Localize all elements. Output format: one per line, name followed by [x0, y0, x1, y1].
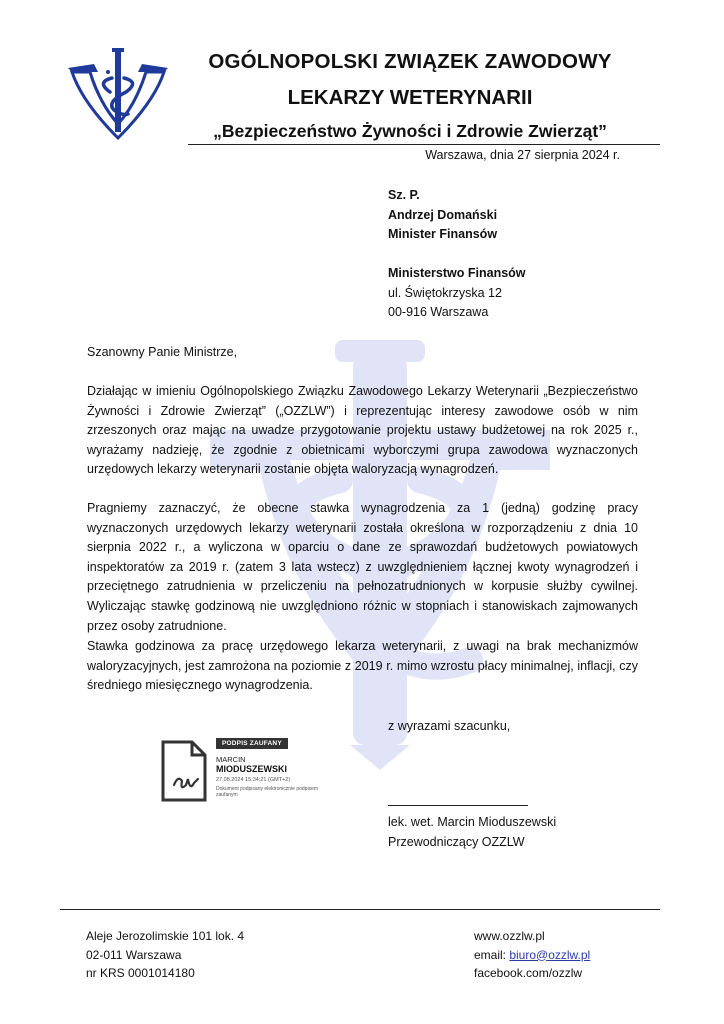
signer-role: Przewodniczący OZZLW — [388, 834, 525, 849]
letter-date: Warszawa, dnia 27 sierpnia 2024 r. — [425, 148, 620, 162]
footer-website[interactable]: www.ozzlw.pl — [474, 929, 545, 943]
footer-contact — [474, 927, 590, 983]
signature-note: Dokument podpisany elektronicznie podpisem zaufanym — [216, 786, 319, 798]
trusted-signature-stamp — [160, 737, 350, 805]
footer-email-link[interactable]: biuro@ozzlw.pl — [509, 947, 591, 962]
footer-address-line1: Aleje Jerozolimskie 101 lok. 4 — [86, 929, 245, 943]
signed-document-icon — [160, 739, 208, 803]
caduceus-shield-logo-icon — [68, 42, 168, 142]
organization-name-line2: LEKARZY WETERYNARII — [287, 86, 533, 109]
footer-address — [86, 927, 244, 983]
header-divider — [188, 144, 660, 145]
body-paragraph: Pragniemy zaznaczyć, że obecne stawka wynagrodzenia za 1 (jedną) godzinę pracy wyznaczonych urzędowych lekarzy weterynarii została określona w rozporządzeniu z dnia 10 sierpnia 2022 r., a wyliczona w oparciu o dane ze sprawozdań budżetowych powiatowych inspektoratów za 2019 r. (zatem 3 lata wstecz) z uwzględnieniem łącznej kwoty wynagrodzeń i przeciętnego zatrudnienia w przeliczeniu na pełnozatrudnionych w korpusie służby cywilnej. Wyliczając stawkę godzinową nie uwzględniono różnic w stopniach i stanowiskach zajmowanych przez osoby zatrudnione. — [87, 501, 638, 633]
signature-tag: PODPIS ZAUFANY — [216, 738, 288, 749]
organization-name-line1: OGÓLNOPOLSKI ZWIĄZEK ZAWODOWY — [208, 50, 612, 73]
salutation: Szanowny Panie Ministrze, — [87, 345, 238, 359]
addressee-title: Minister Finansów — [388, 227, 498, 241]
body-paragraph: Stawka godzinowa za pracę urzędowego lekarza weterynarii, z uwagi na brak mechanizmów waloryzacyjnych, jest zamrożona na poziomie z 2019 r. mimo wzrostu płacy minimalnej, inflacji, czy średniego miesięcznego wynagrodzenia. — [87, 639, 638, 693]
body-paragraph: Działając w imieniu Ogólnopolskiego Związku Zawodowego Lekarzy Weterynarii „Bezpieczeństwo Żywności i Zdrowie Zwierząt” („OZZLW”) i reprezentując interesy zawodowe osób w nim zrzeszonych oraz mając na uwadze przygotowanie projektu ustawy budżetowej na rok 2025 r., wyrażamy nadzieję, że zgodnie z obietnicami wyborczymi grupa zawodowa wyznaczonych urzędowych lekarzy weterynarii zostanie objęta waloryzacją wynagrodzeń. — [87, 384, 638, 477]
addressee-name: Andrzej Domański — [388, 207, 498, 222]
institution-name: Ministerstwo Finansów — [388, 266, 526, 280]
institution-street: ul. Świętokrzyska 12 — [388, 285, 502, 300]
signature-line — [388, 805, 528, 806]
institution-city: 00-916 Warszawa — [388, 305, 489, 319]
footer-divider — [60, 909, 660, 910]
footer-address-line2: 02-011 Warszawa — [86, 947, 182, 962]
signature-timestamp: 27.08.2024 15:34:21 (GMT+2) — [216, 777, 291, 783]
addressee-block — [388, 186, 497, 245]
organization-motto: „Bezpieczeństwo Żywności i Zdrowie Zwierząt” — [213, 121, 607, 141]
signer-last-name: MIODUSZEWSKI — [216, 764, 287, 774]
footer-krs: nr KRS 0001014180 — [86, 966, 195, 980]
signer-block — [388, 813, 556, 852]
addressee-honorific: Sz. P. — [388, 188, 420, 202]
closing-phrase: z wyrazami szacunku, — [388, 719, 511, 733]
footer-email-label: email: — [474, 947, 510, 962]
institution-block — [388, 264, 526, 323]
footer-facebook[interactable]: facebook.com/ozzlw — [474, 966, 583, 980]
signer-name: lek. wet. Marcin Mioduszewski — [388, 815, 557, 829]
signer-first-name: MARCIN — [216, 755, 246, 764]
